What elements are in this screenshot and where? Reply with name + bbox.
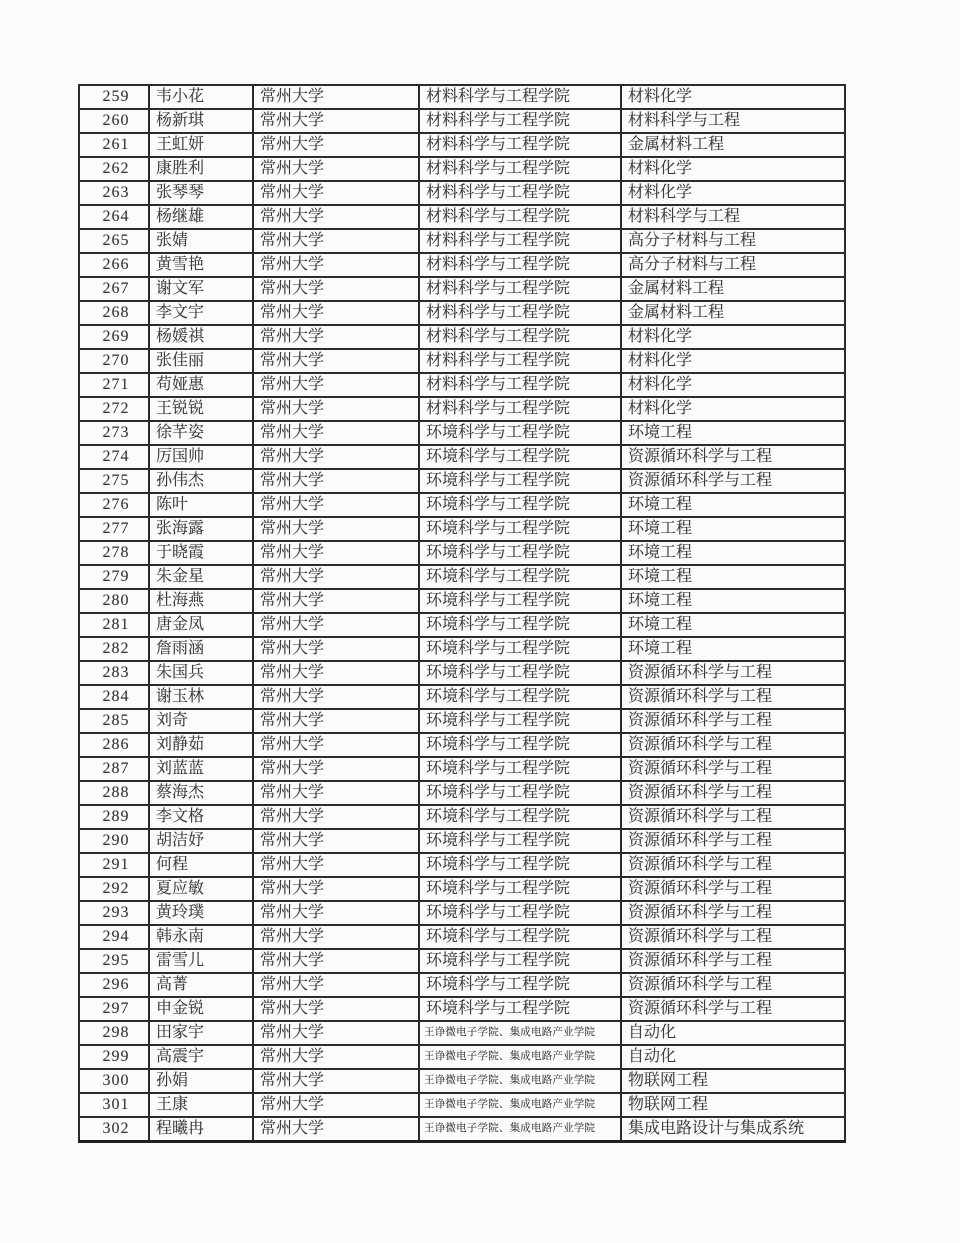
- student-name-cell: 申金锐: [149, 997, 253, 1021]
- college-cell: 环境科学与工程学院: [419, 661, 621, 685]
- college-cell: 环境科学与工程学院: [419, 709, 621, 733]
- major-cell: 材料化学: [621, 325, 845, 349]
- student-name-cell: 韦小花: [149, 85, 253, 109]
- university-cell: 常州大学: [253, 397, 419, 421]
- major-cell: 资源循环科学与工程: [621, 805, 845, 829]
- major-cell: 材料化学: [621, 181, 845, 205]
- student-name-cell: 王康: [149, 1093, 253, 1117]
- university-cell: 常州大学: [253, 349, 419, 373]
- table-row: [79, 373, 845, 397]
- major-cell: 环境工程: [621, 565, 845, 589]
- table-row: [79, 733, 845, 757]
- college-cell: 材料科学与工程学院: [419, 349, 621, 373]
- university-cell: 常州大学: [253, 445, 419, 469]
- table-row: [79, 565, 845, 589]
- university-cell: 常州大学: [253, 373, 419, 397]
- major-cell: 资源循环科学与工程: [621, 757, 845, 781]
- row-number-cell: 265: [79, 229, 149, 253]
- major-cell: 资源循环科学与工程: [621, 469, 845, 493]
- row-number-cell: 260: [79, 109, 149, 133]
- college-cell: 环境科学与工程学院: [419, 565, 621, 589]
- row-number-cell: 272: [79, 397, 149, 421]
- row-number-cell: 287: [79, 757, 149, 781]
- student-name-cell: 刘奇: [149, 709, 253, 733]
- university-cell: 常州大学: [253, 613, 419, 637]
- university-cell: 常州大学: [253, 325, 419, 349]
- student-name-cell: 蔡海杰: [149, 781, 253, 805]
- college-cell: 材料科学与工程学院: [419, 301, 621, 325]
- table-row: [79, 349, 845, 373]
- row-number-cell: 291: [79, 853, 149, 877]
- university-cell: 常州大学: [253, 1021, 419, 1045]
- university-cell: 常州大学: [253, 541, 419, 565]
- student-name-cell: 朱金星: [149, 565, 253, 589]
- table-row: [79, 1021, 845, 1045]
- row-number-cell: 288: [79, 781, 149, 805]
- row-number-cell: 300: [79, 1069, 149, 1093]
- row-number-cell: 279: [79, 565, 149, 589]
- college-cell: 环境科学与工程学院: [419, 877, 621, 901]
- table-row: [79, 253, 845, 277]
- table-row: [79, 637, 845, 661]
- college-cell: 环境科学与工程学院: [419, 733, 621, 757]
- table-row: [79, 277, 845, 301]
- major-cell: 材料化学: [621, 85, 845, 109]
- row-number-cell: 282: [79, 637, 149, 661]
- row-number-cell: 276: [79, 493, 149, 517]
- row-number-cell: 301: [79, 1093, 149, 1117]
- college-cell: 环境科学与工程学院: [419, 685, 621, 709]
- roster-body: [79, 85, 845, 1142]
- table-row: [79, 1069, 845, 1093]
- college-cell: 材料科学与工程学院: [419, 277, 621, 301]
- table-row: [79, 157, 845, 181]
- row-number-cell: 264: [79, 205, 149, 229]
- student-name-cell: 田家宇: [149, 1021, 253, 1045]
- student-name-cell: 高震宇: [149, 1045, 253, 1069]
- row-number-cell: 286: [79, 733, 149, 757]
- student-name-cell: 李文宇: [149, 301, 253, 325]
- row-number-cell: 297: [79, 997, 149, 1021]
- row-number-cell: 293: [79, 901, 149, 925]
- table-row: [79, 205, 845, 229]
- college-cell: 环境科学与工程学院: [419, 493, 621, 517]
- row-number-cell: 284: [79, 685, 149, 709]
- college-cell: 材料科学与工程学院: [419, 205, 621, 229]
- major-cell: 金属材料工程: [621, 133, 845, 157]
- college-cell: 材料科学与工程学院: [419, 133, 621, 157]
- student-name-cell: 孙娟: [149, 1069, 253, 1093]
- college-cell: 环境科学与工程学院: [419, 541, 621, 565]
- student-name-cell: 韩永南: [149, 925, 253, 949]
- college-cell: 环境科学与工程学院: [419, 445, 621, 469]
- table-row: [79, 589, 845, 613]
- major-cell: 金属材料工程: [621, 301, 845, 325]
- college-cell: 环境科学与工程学院: [419, 901, 621, 925]
- student-name-cell: 张佳丽: [149, 349, 253, 373]
- major-cell: 材料科学与工程: [621, 205, 845, 229]
- student-name-cell: 夏应敏: [149, 877, 253, 901]
- table-row: [79, 661, 845, 685]
- row-number-cell: 278: [79, 541, 149, 565]
- row-number-cell: 299: [79, 1045, 149, 1069]
- table-row: [79, 181, 845, 205]
- table-row: [79, 133, 845, 157]
- major-cell: 材料化学: [621, 373, 845, 397]
- student-name-cell: 刘静茹: [149, 733, 253, 757]
- table-row: [79, 853, 845, 877]
- major-cell: 资源循环科学与工程: [621, 709, 845, 733]
- university-cell: 常州大学: [253, 205, 419, 229]
- university-cell: 常州大学: [253, 229, 419, 253]
- college-cell: 环境科学与工程学院: [419, 829, 621, 853]
- university-cell: 常州大学: [253, 661, 419, 685]
- table-row: [79, 781, 845, 805]
- university-cell: 常州大学: [253, 109, 419, 133]
- university-cell: 常州大学: [253, 757, 419, 781]
- college-cell: 材料科学与工程学院: [419, 253, 621, 277]
- student-name-cell: 杨媛祺: [149, 325, 253, 349]
- student-name-cell: 谢玉林: [149, 685, 253, 709]
- college-cell: 环境科学与工程学院: [419, 805, 621, 829]
- college-cell: 环境科学与工程学院: [419, 613, 621, 637]
- student-name-cell: 杨继雄: [149, 205, 253, 229]
- row-number-cell: 274: [79, 445, 149, 469]
- student-name-cell: 唐金凤: [149, 613, 253, 637]
- university-cell: 常州大学: [253, 997, 419, 1021]
- major-cell: 集成电路设计与集成系统: [621, 1117, 845, 1142]
- university-cell: 常州大学: [253, 901, 419, 925]
- row-number-cell: 271: [79, 373, 149, 397]
- row-number-cell: 266: [79, 253, 149, 277]
- university-cell: 常州大学: [253, 781, 419, 805]
- university-cell: 常州大学: [253, 253, 419, 277]
- college-cell: 环境科学与工程学院: [419, 637, 621, 661]
- major-cell: 环境工程: [621, 637, 845, 661]
- student-name-cell: 黄雪艳: [149, 253, 253, 277]
- college-cell: 环境科学与工程学院: [419, 973, 621, 997]
- table-row: [79, 1093, 845, 1117]
- table-row: [79, 325, 845, 349]
- student-name-cell: 陈叶: [149, 493, 253, 517]
- row-number-cell: 270: [79, 349, 149, 373]
- college-cell: 材料科学与工程学院: [419, 181, 621, 205]
- table-row: [79, 397, 845, 421]
- table-row: [79, 709, 845, 733]
- row-number-cell: 269: [79, 325, 149, 349]
- college-cell: 材料科学与工程学院: [419, 397, 621, 421]
- college-cell: 环境科学与工程学院: [419, 517, 621, 541]
- row-number-cell: 262: [79, 157, 149, 181]
- row-number-cell: 294: [79, 925, 149, 949]
- university-cell: 常州大学: [253, 565, 419, 589]
- college-cell: 材料科学与工程学院: [419, 109, 621, 133]
- university-cell: 常州大学: [253, 973, 419, 997]
- college-cell: 王诤微电子学院、集成电路产业学院: [419, 1021, 621, 1045]
- table-row: [79, 541, 845, 565]
- major-cell: 资源循环科学与工程: [621, 733, 845, 757]
- table-row: [79, 109, 845, 133]
- college-cell: 环境科学与工程学院: [419, 469, 621, 493]
- university-cell: 常州大学: [253, 1093, 419, 1117]
- student-name-cell: 康胜利: [149, 157, 253, 181]
- row-number-cell: 268: [79, 301, 149, 325]
- major-cell: 金属材料工程: [621, 277, 845, 301]
- university-cell: 常州大学: [253, 637, 419, 661]
- university-cell: 常州大学: [253, 733, 419, 757]
- row-number-cell: 261: [79, 133, 149, 157]
- table-row: [79, 973, 845, 997]
- university-cell: 常州大学: [253, 685, 419, 709]
- row-number-cell: 273: [79, 421, 149, 445]
- row-number-cell: 285: [79, 709, 149, 733]
- student-name-cell: 詹雨涵: [149, 637, 253, 661]
- university-cell: 常州大学: [253, 85, 419, 109]
- university-cell: 常州大学: [253, 157, 419, 181]
- row-number-cell: 283: [79, 661, 149, 685]
- college-cell: 环境科学与工程学院: [419, 853, 621, 877]
- row-number-cell: 281: [79, 613, 149, 637]
- row-number-cell: 259: [79, 85, 149, 109]
- college-cell: 环境科学与工程学院: [419, 997, 621, 1021]
- student-name-cell: 王虹妍: [149, 133, 253, 157]
- student-name-cell: 程曦冉: [149, 1117, 253, 1142]
- major-cell: 材料科学与工程: [621, 109, 845, 133]
- major-cell: 环境工程: [621, 589, 845, 613]
- major-cell: 资源循环科学与工程: [621, 829, 845, 853]
- table-row: [79, 613, 845, 637]
- university-cell: 常州大学: [253, 853, 419, 877]
- table-row: [79, 949, 845, 973]
- row-number-cell: 267: [79, 277, 149, 301]
- major-cell: 材料化学: [621, 157, 845, 181]
- university-cell: 常州大学: [253, 301, 419, 325]
- major-cell: 资源循环科学与工程: [621, 925, 845, 949]
- major-cell: 材料化学: [621, 349, 845, 373]
- row-number-cell: 280: [79, 589, 149, 613]
- row-number-cell: 275: [79, 469, 149, 493]
- student-name-cell: 朱国兵: [149, 661, 253, 685]
- table-row: [79, 901, 845, 925]
- university-cell: 常州大学: [253, 805, 419, 829]
- major-cell: 物联网工程: [621, 1093, 845, 1117]
- student-name-cell: 李文格: [149, 805, 253, 829]
- college-cell: 材料科学与工程学院: [419, 85, 621, 109]
- table-row: [79, 421, 845, 445]
- university-cell: 常州大学: [253, 589, 419, 613]
- major-cell: 高分子材料与工程: [621, 253, 845, 277]
- table-row: [79, 517, 845, 541]
- university-cell: 常州大学: [253, 1045, 419, 1069]
- table-row: [79, 493, 845, 517]
- major-cell: 环境工程: [621, 493, 845, 517]
- student-name-cell: 胡洁妤: [149, 829, 253, 853]
- university-cell: 常州大学: [253, 493, 419, 517]
- table-row: [79, 685, 845, 709]
- student-name-cell: 张婧: [149, 229, 253, 253]
- major-cell: 高分子材料与工程: [621, 229, 845, 253]
- college-cell: 材料科学与工程学院: [419, 373, 621, 397]
- college-cell: 环境科学与工程学院: [419, 589, 621, 613]
- university-cell: 常州大学: [253, 949, 419, 973]
- student-name-cell: 王锐锐: [149, 397, 253, 421]
- university-cell: 常州大学: [253, 1069, 419, 1093]
- student-name-cell: 雷雪儿: [149, 949, 253, 973]
- college-cell: 环境科学与工程学院: [419, 925, 621, 949]
- university-cell: 常州大学: [253, 181, 419, 205]
- student-name-cell: 于晓霞: [149, 541, 253, 565]
- student-name-cell: 厉国帅: [149, 445, 253, 469]
- table-row: [79, 925, 845, 949]
- university-cell: 常州大学: [253, 469, 419, 493]
- major-cell: 资源循环科学与工程: [621, 685, 845, 709]
- college-cell: 王诤微电子学院、集成电路产业学院: [419, 1093, 621, 1117]
- table-row: [79, 301, 845, 325]
- major-cell: 自动化: [621, 1045, 845, 1069]
- student-name-cell: 苟娅惠: [149, 373, 253, 397]
- college-cell: 环境科学与工程学院: [419, 949, 621, 973]
- table-row: [79, 877, 845, 901]
- college-cell: 材料科学与工程学院: [419, 229, 621, 253]
- row-number-cell: 277: [79, 517, 149, 541]
- major-cell: 资源循环科学与工程: [621, 781, 845, 805]
- university-cell: 常州大学: [253, 421, 419, 445]
- student-name-cell: 张海露: [149, 517, 253, 541]
- major-cell: 资源循环科学与工程: [621, 877, 845, 901]
- student-name-cell: 徐芊姿: [149, 421, 253, 445]
- college-cell: 材料科学与工程学院: [419, 157, 621, 181]
- table-row: [79, 829, 845, 853]
- university-cell: 常州大学: [253, 133, 419, 157]
- major-cell: 材料化学: [621, 397, 845, 421]
- major-cell: 资源循环科学与工程: [621, 901, 845, 925]
- college-cell: 环境科学与工程学院: [419, 757, 621, 781]
- university-cell: 常州大学: [253, 1117, 419, 1142]
- row-number-cell: 296: [79, 973, 149, 997]
- university-cell: 常州大学: [253, 277, 419, 301]
- major-cell: 自动化: [621, 1021, 845, 1045]
- student-name-cell: 张琴琴: [149, 181, 253, 205]
- row-number-cell: 290: [79, 829, 149, 853]
- student-name-cell: 何程: [149, 853, 253, 877]
- student-name-cell: 杜海燕: [149, 589, 253, 613]
- table-row: [79, 445, 845, 469]
- student-name-cell: 黄玲璞: [149, 901, 253, 925]
- student-name-cell: 杨新琪: [149, 109, 253, 133]
- major-cell: 环境工程: [621, 541, 845, 565]
- major-cell: 资源循环科学与工程: [621, 853, 845, 877]
- student-name-cell: 谢文军: [149, 277, 253, 301]
- student-roster-table: [78, 84, 846, 1143]
- major-cell: 资源循环科学与工程: [621, 661, 845, 685]
- major-cell: 环境工程: [621, 421, 845, 445]
- university-cell: 常州大学: [253, 925, 419, 949]
- row-number-cell: 295: [79, 949, 149, 973]
- table-row: [79, 997, 845, 1021]
- college-cell: 环境科学与工程学院: [419, 421, 621, 445]
- table-row: [79, 85, 845, 109]
- college-cell: 王诤微电子学院、集成电路产业学院: [419, 1045, 621, 1069]
- major-cell: 物联网工程: [621, 1069, 845, 1093]
- student-name-cell: 刘蓝蓝: [149, 757, 253, 781]
- major-cell: 资源循环科学与工程: [621, 445, 845, 469]
- university-cell: 常州大学: [253, 877, 419, 901]
- row-number-cell: 302: [79, 1117, 149, 1142]
- table-row: [79, 1117, 845, 1142]
- row-number-cell: 292: [79, 877, 149, 901]
- major-cell: 资源循环科学与工程: [621, 997, 845, 1021]
- student-name-cell: 孙伟杰: [149, 469, 253, 493]
- university-cell: 常州大学: [253, 709, 419, 733]
- table-row: [79, 229, 845, 253]
- student-name-cell: 高菁: [149, 973, 253, 997]
- major-cell: 环境工程: [621, 613, 845, 637]
- table-row: [79, 469, 845, 493]
- college-cell: 王诤微电子学院、集成电路产业学院: [419, 1117, 621, 1142]
- major-cell: 环境工程: [621, 517, 845, 541]
- university-cell: 常州大学: [253, 517, 419, 541]
- table-row: [79, 1045, 845, 1069]
- college-cell: 王诤微电子学院、集成电路产业学院: [419, 1069, 621, 1093]
- row-number-cell: 263: [79, 181, 149, 205]
- university-cell: 常州大学: [253, 829, 419, 853]
- college-cell: 材料科学与工程学院: [419, 325, 621, 349]
- row-number-cell: 289: [79, 805, 149, 829]
- college-cell: 环境科学与工程学院: [419, 781, 621, 805]
- major-cell: 资源循环科学与工程: [621, 949, 845, 973]
- table-row: [79, 757, 845, 781]
- major-cell: 资源循环科学与工程: [621, 973, 845, 997]
- table-row: [79, 805, 845, 829]
- row-number-cell: 298: [79, 1021, 149, 1045]
